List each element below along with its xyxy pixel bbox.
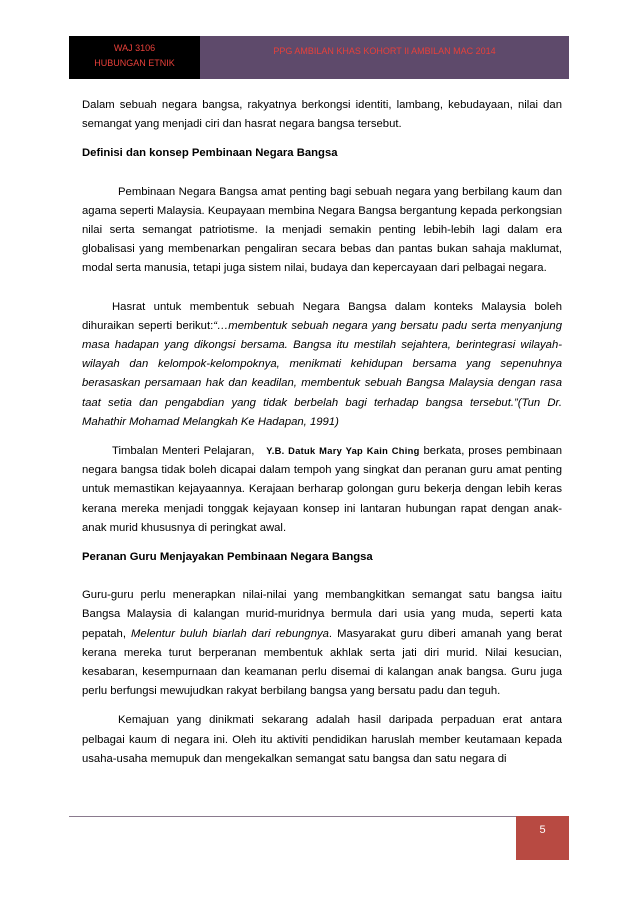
page-number-box	[516, 816, 569, 860]
minister-name: Y.B. Datuk Mary Yap Kain Ching	[266, 446, 420, 457]
guru-idiom: Melentur buluh biarlah dari rebungnya	[131, 627, 329, 640]
guru-text-2: . Masyarakat guru diberi amanah yang berat kerana mereka turut berperanan membentuk akhlak serta jati diri murid. Nilai kesucian, kesabaran, kesempurnaan dan keamanan perlu disemai di kalangan anak bangsa. Guru juga perlu berfungsi mewujudkan rakyat berbilang bangsa yang bersatu padu dan teguh.	[82, 627, 562, 698]
paragraph-guru	[82, 586, 562, 701]
timbalan-rest: berkata, proses pembinaan negara bangsa tidak boleh dicapai dalam tempoh yang singkat dan peranan guru amat penting untuk memastikan kejayaannya. Kerajaan berharap golongan guru bekerja dengan lebih keras kerana mereka menjadi tonggak kejayaan konsep ini lantaran hubungan rapat dengan anak-anak murid khususnya di peringkat awal.	[82, 445, 563, 534]
program-title: PPG AMBILAN KHAS KOHORT II AMBILAN MAC 2014	[273, 46, 496, 56]
hasrat-lead: Hasrat untuk membentuk sebuah Negara Bangsa dalam konteks Malaysia boleh dihuraikan seperti berikut:	[82, 300, 562, 332]
timbalan-lead: Timbalan Menteri Pelajaran,	[112, 445, 255, 458]
header-program-box	[200, 36, 569, 79]
heading-peranan: Peranan Guru Menjayakan Pembinaan Negara Bangsa	[82, 551, 373, 564]
page-number: 5	[539, 824, 546, 836]
guru-text-1: Guru-guru perlu menerapkan nilai-nilai yang membangkitkan semangat satu bangsa iaitu Bangsa Malaysia di kalangan murid-muridnya bermula dari usia yang muda, seperti kata pepatah,	[82, 589, 562, 640]
paragraph-intro: Dalam sebuah negara bangsa, rakyatnya berkongsi identiti, lambang, kebudayaan, nilai dan semangat yang menjadi ciri dan hasrat negara bangsa tersebut.	[82, 99, 562, 131]
footer-divider	[69, 816, 569, 817]
document-body	[82, 96, 562, 769]
paragraph-kemajuan: Kemajuan yang dinikmati sekarang adalah hasil daripada perpaduan erat antara pelbagai kaum di negara ini. Oleh itu aktiviti pendidikan haruslah member keutamaan kepada usaha-usaha memupuk dan mengekalkan semangat satu bangsa dan satu negara di	[82, 714, 562, 765]
hasrat-quote: “…membentuk sebuah negara yang bersatu padu serta menyanjung masa hadapan yang dikongsi bersama. Bangsa itu mestilah sejahtera, berintegrasi wilayah-wilayah dan kelompok-kelompoknya, menikmati kehidupan bersama yang sepenuhnya berasaskan persamaan hak dan keadilan, membentuk sebuah Bangsa Malaysia dengan rasa taat setia dan pengabdian yang tidak berbelah bagi terhadap bangsa tersebut.”(Tun Dr. Mahathir Mohamad Melangkah Ke Hadapan, 1991)	[82, 319, 562, 428]
course-code: WAJ 3106	[113, 43, 156, 53]
paragraph-hasrat	[82, 298, 562, 432]
header-course-box	[69, 36, 200, 79]
heading-definisi: Definisi dan konsep Pembinaan Negara Bangsa	[82, 147, 338, 160]
course-subject: HUBUNGAN ETNIK	[94, 58, 175, 68]
paragraph-timbalan	[82, 442, 562, 538]
paragraph-pembinaan: Pembinaan Negara Bangsa amat penting bagi sebuah negara yang berbilang kaum dan agama seperti Malaysia. Keupayaan membina Negara Bangsa bergantung kepada perkongsian nilai serta semangat patriotisme. Ia menjadi semakin penting lebih-lebih lagi dalam era globalisasi yang membenarkan pengaliran secara bebas dan pantas bukan sahaja maklumat, modal serta manusia, tetapi juga sistem nilai, budaya dan kepercayaan dari pelbagai negara.	[82, 185, 562, 275]
